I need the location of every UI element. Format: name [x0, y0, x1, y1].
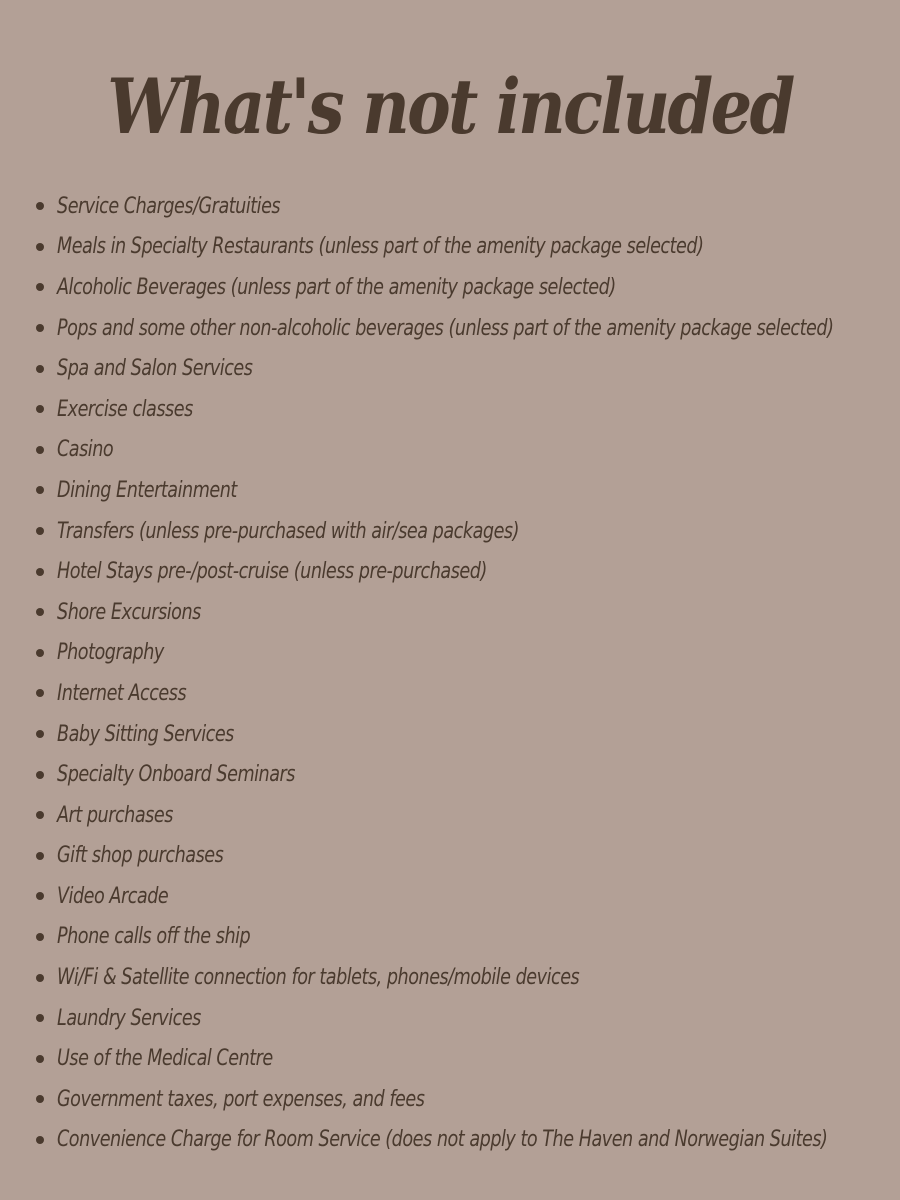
list-item	[36, 389, 900, 430]
list-item-label: Convenience Charge for Room Service (does not apply to The Haven and Norwegian Suites)	[57, 1127, 828, 1153]
bullet-icon	[36, 811, 44, 819]
list-item-label: Spa and Salon Services	[57, 356, 253, 382]
list-item	[36, 714, 900, 755]
bullet-icon	[36, 649, 44, 657]
list-item	[36, 673, 900, 714]
list-item-label: Alcoholic Beverages (unless part of the amenity package selected)	[57, 274, 616, 300]
bullet-icon	[36, 892, 44, 900]
list-item-label: Laundry Services	[57, 1005, 201, 1031]
exclusions-list	[36, 186, 900, 1160]
bullet-icon	[36, 852, 44, 860]
bullet-icon	[36, 527, 44, 535]
list-item	[36, 308, 900, 349]
list-item	[36, 1120, 900, 1161]
list-item	[36, 430, 900, 471]
list-item-label: Meals in Specialty Restaurants (unless part of the amenity package selected)	[57, 234, 704, 260]
list-item-label: Shore Excursions	[57, 599, 201, 625]
page-title: What's not included	[107, 62, 793, 151]
bullet-icon	[36, 771, 44, 779]
list-item	[36, 348, 900, 389]
list-item-label: Internet Access	[57, 680, 187, 706]
list-item-label: Art purchases	[57, 802, 173, 828]
list-item	[36, 592, 900, 633]
bullet-icon	[36, 202, 44, 210]
list-item-label: Specialty Onboard Seminars	[57, 762, 295, 788]
bullet-icon	[36, 1014, 44, 1022]
bullet-icon	[36, 446, 44, 454]
list-item-label: Wi/Fi & Satellite connection for tablets, phones/mobile devices	[57, 965, 580, 991]
bullet-icon	[36, 1095, 44, 1103]
list-item-label: Pops and some other non-alcoholic beverages (unless part of the amenity package selected)	[57, 315, 834, 341]
bullet-icon	[36, 568, 44, 576]
bullet-icon	[36, 974, 44, 982]
list-item-label: Government taxes, port expenses, and fees	[57, 1086, 425, 1112]
list-item	[36, 551, 900, 592]
list-item	[36, 795, 900, 836]
list-item-label: Service Charges/Gratuities	[57, 193, 281, 219]
bullet-icon	[36, 730, 44, 738]
bullet-icon	[36, 933, 44, 941]
list-item-label: Baby Sitting Services	[57, 721, 234, 747]
list-item-label: Exercise classes	[57, 396, 193, 422]
list-item	[36, 633, 900, 674]
list-item	[36, 998, 900, 1039]
list-item	[36, 1038, 900, 1079]
list-item	[36, 876, 900, 917]
list-item	[36, 754, 900, 795]
bullet-icon	[36, 324, 44, 332]
list-item-label: Hotel Stays pre-/post-cruise (unless pre-purchased)	[57, 559, 487, 585]
list-item	[36, 511, 900, 552]
list-item	[36, 227, 900, 268]
list-item-label: Use of the Medical Centre	[57, 1046, 273, 1072]
list-item-label: Phone calls off the ship	[57, 924, 251, 950]
list-item-label: Transfers (unless pre-purchased with air/sea packages)	[57, 518, 519, 544]
bullet-icon	[36, 689, 44, 697]
list-item	[36, 917, 900, 958]
list-item	[36, 470, 900, 511]
bullet-icon	[36, 1055, 44, 1063]
bullet-icon	[36, 365, 44, 373]
list-item	[36, 836, 900, 877]
list-item-label: Dining Entertainment	[57, 477, 237, 503]
bullet-icon	[36, 405, 44, 413]
bullet-icon	[36, 486, 44, 494]
bullet-icon	[36, 1136, 44, 1144]
list-item	[36, 957, 900, 998]
list-item	[36, 1079, 900, 1120]
list-item	[36, 267, 900, 308]
bullet-icon	[36, 243, 44, 251]
list-item-label: Casino	[57, 437, 114, 463]
bullet-icon	[36, 608, 44, 616]
list-item-label: Video Arcade	[57, 883, 169, 909]
list-item-label: Gift shop purchases	[57, 843, 224, 869]
bullet-icon	[36, 283, 44, 291]
list-item-label: Photography	[57, 640, 164, 666]
list-item	[36, 186, 900, 227]
